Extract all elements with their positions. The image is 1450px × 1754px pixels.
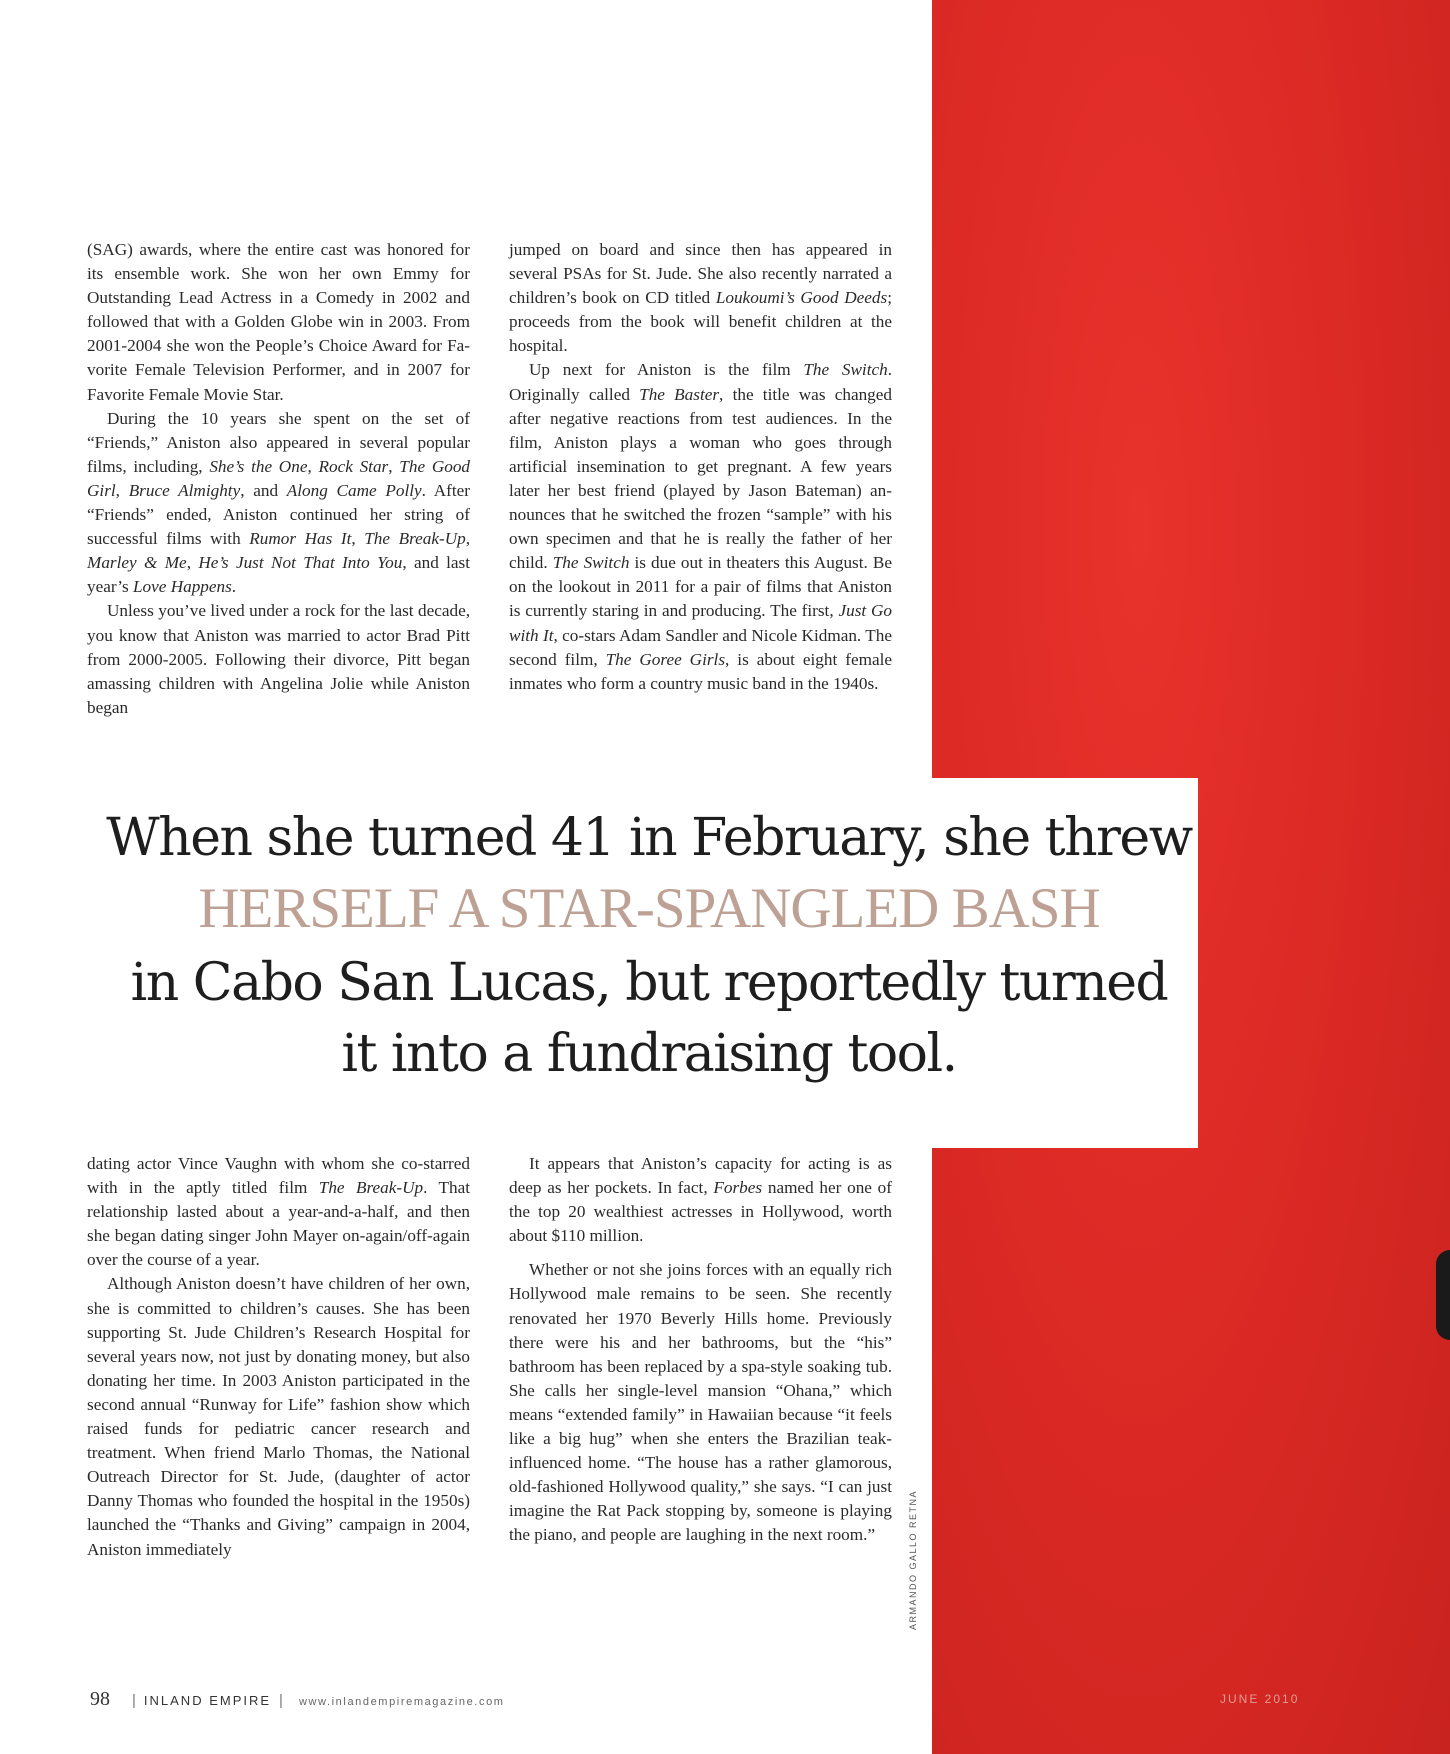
paragraph: It appears that Aniston’s capacity for acting is as deep as her pockets. In fact, Forbes named her one of the top 20 wealthiest actresses in Hollywood, worth about $110 million. bbox=[509, 1154, 892, 1246]
magazine-name: INLAND EMPIRE bbox=[143, 1693, 272, 1708]
photo-credit: ARMANDO GALLO RETNA bbox=[908, 1489, 918, 1630]
paragraph: dating actor Vince Vaughn with whom she co-starred with in the aptly titled film The Break-Up. That relationship lasted about a year-and-a-half, and then she began dating singer John Mayer on-again/off-again over the course of a year. bbox=[87, 1154, 470, 1270]
paragraph: Whether or not she joins forces with an equally rich Hollywood male remains to be seen. She recently renovated her 1970 Beverly Hills home. Previously there were his and her bathrooms, but the “his” bathroom has been replaced by a spa-style soaking tub. She calls her single-level mansion “Ohana,” which means “extended family” in Hawaiian because “it feels like a big hug” when she enters the Brazilian teak-influenced home. “The house has a rather glamorous, old-fashioned Hollywood quality,” she says. “I can just imagine the Rat Pack stopping by, someone is playing the piano, and people are laughing in the next room.” bbox=[509, 1260, 892, 1545]
paragraph: jumped on board and since then has appeared in several PSAs for St. Jude. She also recently narrated a children’s book on CD titled Loukoumi’s Good Deeds; proceeds from the book will benefit children at the hospital. bbox=[509, 240, 892, 356]
pull-quote bbox=[100, 778, 1198, 1148]
photo-shadow-detail bbox=[1436, 1250, 1450, 1340]
issue-date: JUNE 2010 bbox=[1220, 1692, 1300, 1706]
footer-separator: | bbox=[279, 1692, 283, 1709]
magazine-url[interactable]: www.inlandempiremagazine.com bbox=[298, 1696, 505, 1708]
paragraph: (SAG) awards, where the entire cast was honored for its ensemble work. She won her own Emmy for Outstanding Lead Actress in a Comedy in 2002 and followed that with a Golden Globe win in 2003. From 2001-2004 she won the People’s Choice Award for Favorite Female Television Performer, and in 2007 for Favorite Female Movie Star. bbox=[87, 240, 470, 404]
pull-quote-highlight: HERSELF A STAR-SPANGLED BASH bbox=[198, 877, 1100, 940]
page-number: 98 bbox=[90, 1688, 110, 1710]
pull-quote-line: in Cabo San Lucas, but reportedly turned bbox=[130, 953, 1168, 1013]
paragraph: Up next for Aniston is the film The Switch. Originally called The Baster, the title was changed after negative reactions from test audiences. In the film, Aniston plays a woman who goes through artificial insemination to get pregnant. A few years later her best friend (played by Jason Bateman) announces that he switched the frozen “sample” with his own specimen and that he is really the father of her child. The Switch is due out in theaters this August. Be on the lookout in 2011 for a pair of films that Aniston is currently staring in and producing. The first, Just Go with It, co-stars Adam Sandler and Nicole Kidman. The second film, The Goree Girls, is about eight female inmates who form a country music band in the 1940s. bbox=[509, 360, 892, 693]
paragraph: Unless you’ve lived under a rock for the last decade, you know that Aniston was married to actor Brad Pitt from 2000-2005. Following their divorce, Pitt began amassing children with Angelina Jolie while Aniston began bbox=[87, 601, 470, 717]
article-column-top-right bbox=[509, 238, 892, 696]
pull-quote-line: it into a fundraising tool. bbox=[341, 1024, 957, 1084]
footer-separator: | bbox=[132, 1692, 136, 1709]
article-column-bottom-right bbox=[509, 1152, 892, 1548]
paragraph: Although Aniston doesn’t have children of her own, she is committed to children’s causes. She has been supporting St. Jude Children’s Research Hospital for several years now, not just by donating money, but also donating her time. In 2003 Aniston participated in the second annual “Runway for Life” fashion show which raised funds for pediatric cancer research and treatment. When friend Marlo Thomas, the National Outreach Director for St. Jude, (daughter of actor Danny Thomas who founded the hospital in the 1950s) launched the “Thanks and Giving” campaign in 2004, Aniston immediately bbox=[87, 1274, 470, 1559]
article-column-bottom-left bbox=[87, 1152, 470, 1562]
pull-quote-line: When she turned 41 in February, she threw bbox=[106, 808, 1192, 868]
paragraph: During the 10 years she spent on the set of “Friends,” Aniston also appeared in several popular films, including, She’s the One, Rock Star, The Good Girl, Bruce Almighty, and Along Came Polly. After “Friends” ended, Aniston continued her string of successful films with Rumor Has It, The Break-Up, Marley & Me, He’s Just Not That Into You, and last year’s Love Happens. bbox=[87, 408, 471, 597]
page-footer bbox=[90, 1688, 505, 1711]
article-column-top-left bbox=[87, 238, 470, 720]
